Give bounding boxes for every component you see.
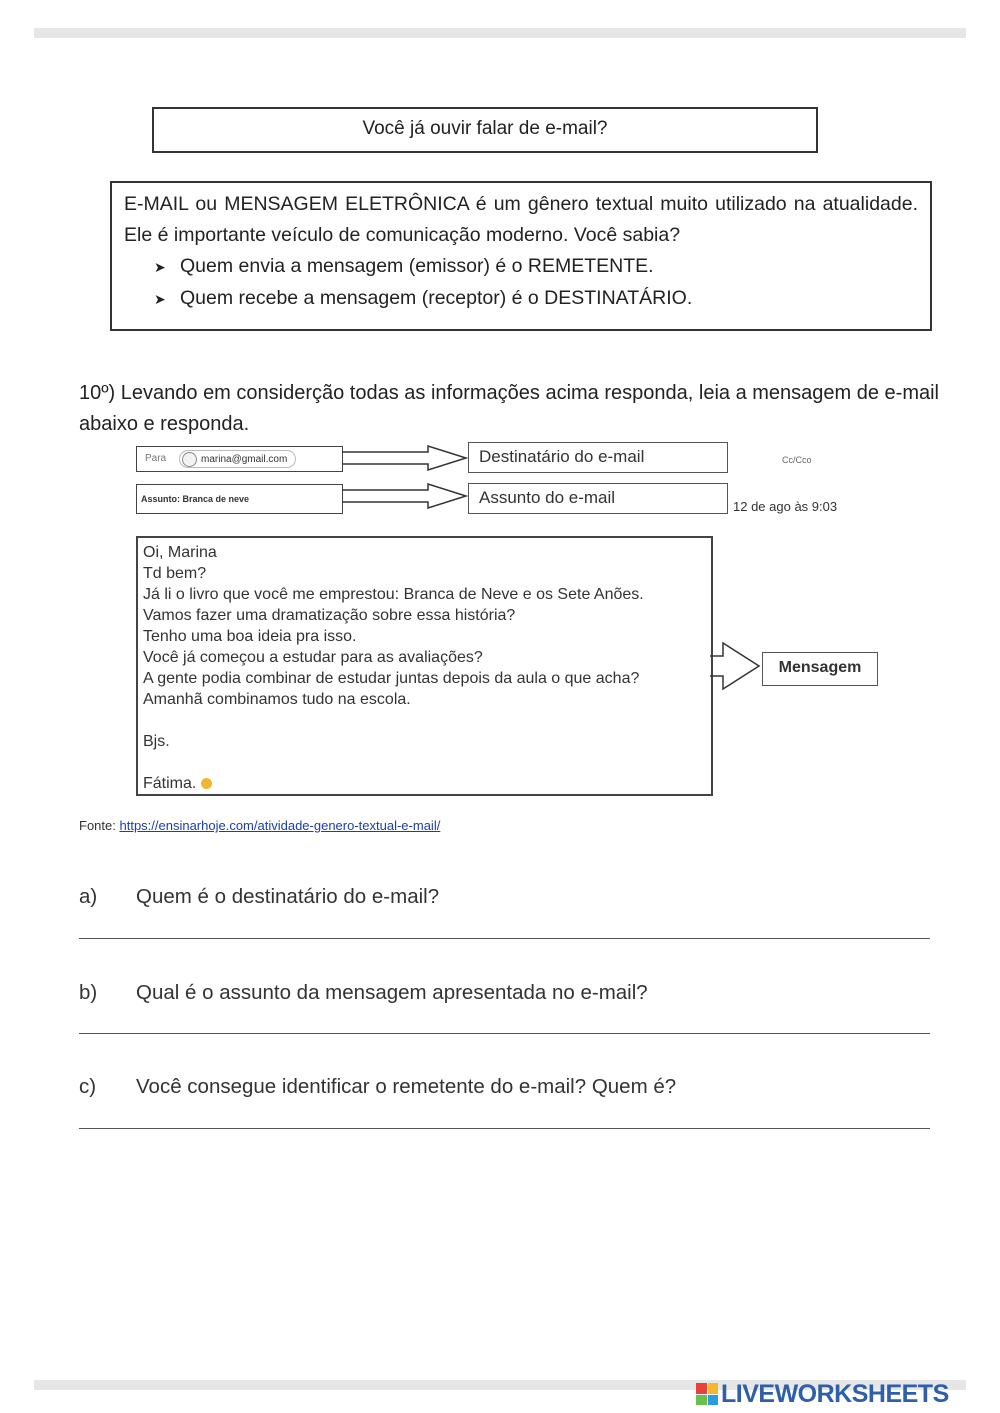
recipient-address: marina@gmail.com <box>201 453 288 465</box>
source-line <box>79 818 440 833</box>
question-10: 10º) Levando em considerção todas as informações acima responda, leia a mensagem de e-mail abaixo e responda. <box>79 382 939 435</box>
question-text: Qual é o assunto da mensagem apresentada no e-mail? <box>136 981 648 1004</box>
signature-line: Fátima. <box>143 773 706 794</box>
recipient-label-box: Destinatário do e-mail <box>468 442 728 473</box>
subject-label-box: Assunto do e-mail <box>468 483 728 514</box>
question-a <box>79 885 939 915</box>
answer-line-a[interactable] <box>79 938 930 939</box>
liveworksheets-logo[interactable] <box>696 1381 949 1407</box>
message-line: Já li o livro que você me emprestou: Branca de Neve e os Sete Anões. <box>143 586 644 603</box>
smiley-emoji-icon <box>201 778 212 789</box>
message-line: Bjs. <box>143 733 170 750</box>
logo-text: LIVEWORKSHEETS <box>721 1379 949 1408</box>
message-arrow-graphic <box>709 640 763 692</box>
arrow-right-icon <box>342 446 466 470</box>
email-subject-field <box>136 484 343 514</box>
arrowhead-icon: ➤ <box>154 291 166 307</box>
message-line: Você já começou a estudar para as avaliações? <box>143 649 483 666</box>
message-line: Tenho uma boa ideia pra isso. <box>143 628 357 645</box>
question-text: Quem é o destinatário do e-mail? <box>136 885 440 908</box>
question-letter: a) <box>79 885 98 908</box>
message-line: Vamos fazer uma dramatização sobre essa história? <box>143 607 516 624</box>
arrow-right-icon <box>342 484 466 508</box>
top-scroll-edge <box>34 28 966 38</box>
info-paragraph: E-MAIL ou MENSAGEM ELETRÔNICA é um gênero textual muito utilizado na atualidade. Ele é importante veículo de comunicação moderno. Você sabia? <box>124 193 918 246</box>
cc-bcc-link: Cc/Cco <box>782 455 812 465</box>
to-label: Para <box>145 453 167 464</box>
source-link[interactable]: https://ensinarhoje.com/atividade-genero-textual-e-mail/ <box>119 818 441 833</box>
message-line <box>143 752 706 773</box>
avatar-icon <box>182 452 197 467</box>
question-c <box>79 1075 939 1105</box>
arrowhead-icon: ➤ <box>154 259 166 275</box>
message-line: Td bem? <box>143 565 207 582</box>
title-box: Você já ouvir falar de e-mail? <box>152 107 818 153</box>
arrows-graphic <box>340 444 470 516</box>
bullet-item: ➤ Quem envia a mensagem (emissor) é o REMETENTE. <box>124 251 918 283</box>
source-label: Fonte: <box>79 818 116 833</box>
subject-text: Assunto: Branca de neve <box>141 494 250 504</box>
answer-line-b[interactable] <box>79 1033 930 1034</box>
message-line: A gente podia combinar de estudar juntas depois da aula o que acha? <box>143 670 640 687</box>
question-text: Você consegue identificar o remetente do e-mail? Quem é? <box>136 1075 677 1098</box>
bullet-item: ➤ Quem recebe a mensagem (receptor) é o DESTINATÁRIO. <box>124 283 918 315</box>
message-line <box>143 710 706 731</box>
message-line: Amanhã combinamos tudo na escola. <box>143 691 411 708</box>
email-to-field <box>136 446 343 472</box>
arrow-right-icon <box>710 643 759 689</box>
question-letter: b) <box>79 981 98 1004</box>
recipient-chip <box>179 450 296 468</box>
info-box <box>110 181 932 331</box>
question-b <box>79 981 939 1011</box>
answer-line-c[interactable] <box>79 1128 930 1129</box>
email-date: 12 de ago às 9:03 <box>733 499 838 514</box>
question-letter: c) <box>79 1075 97 1098</box>
logo-mark-icon <box>696 1383 718 1405</box>
message-line: Oi, Marina <box>143 544 217 561</box>
email-message-box <box>136 536 713 796</box>
message-label-box: Mensagem <box>762 652 878 686</box>
